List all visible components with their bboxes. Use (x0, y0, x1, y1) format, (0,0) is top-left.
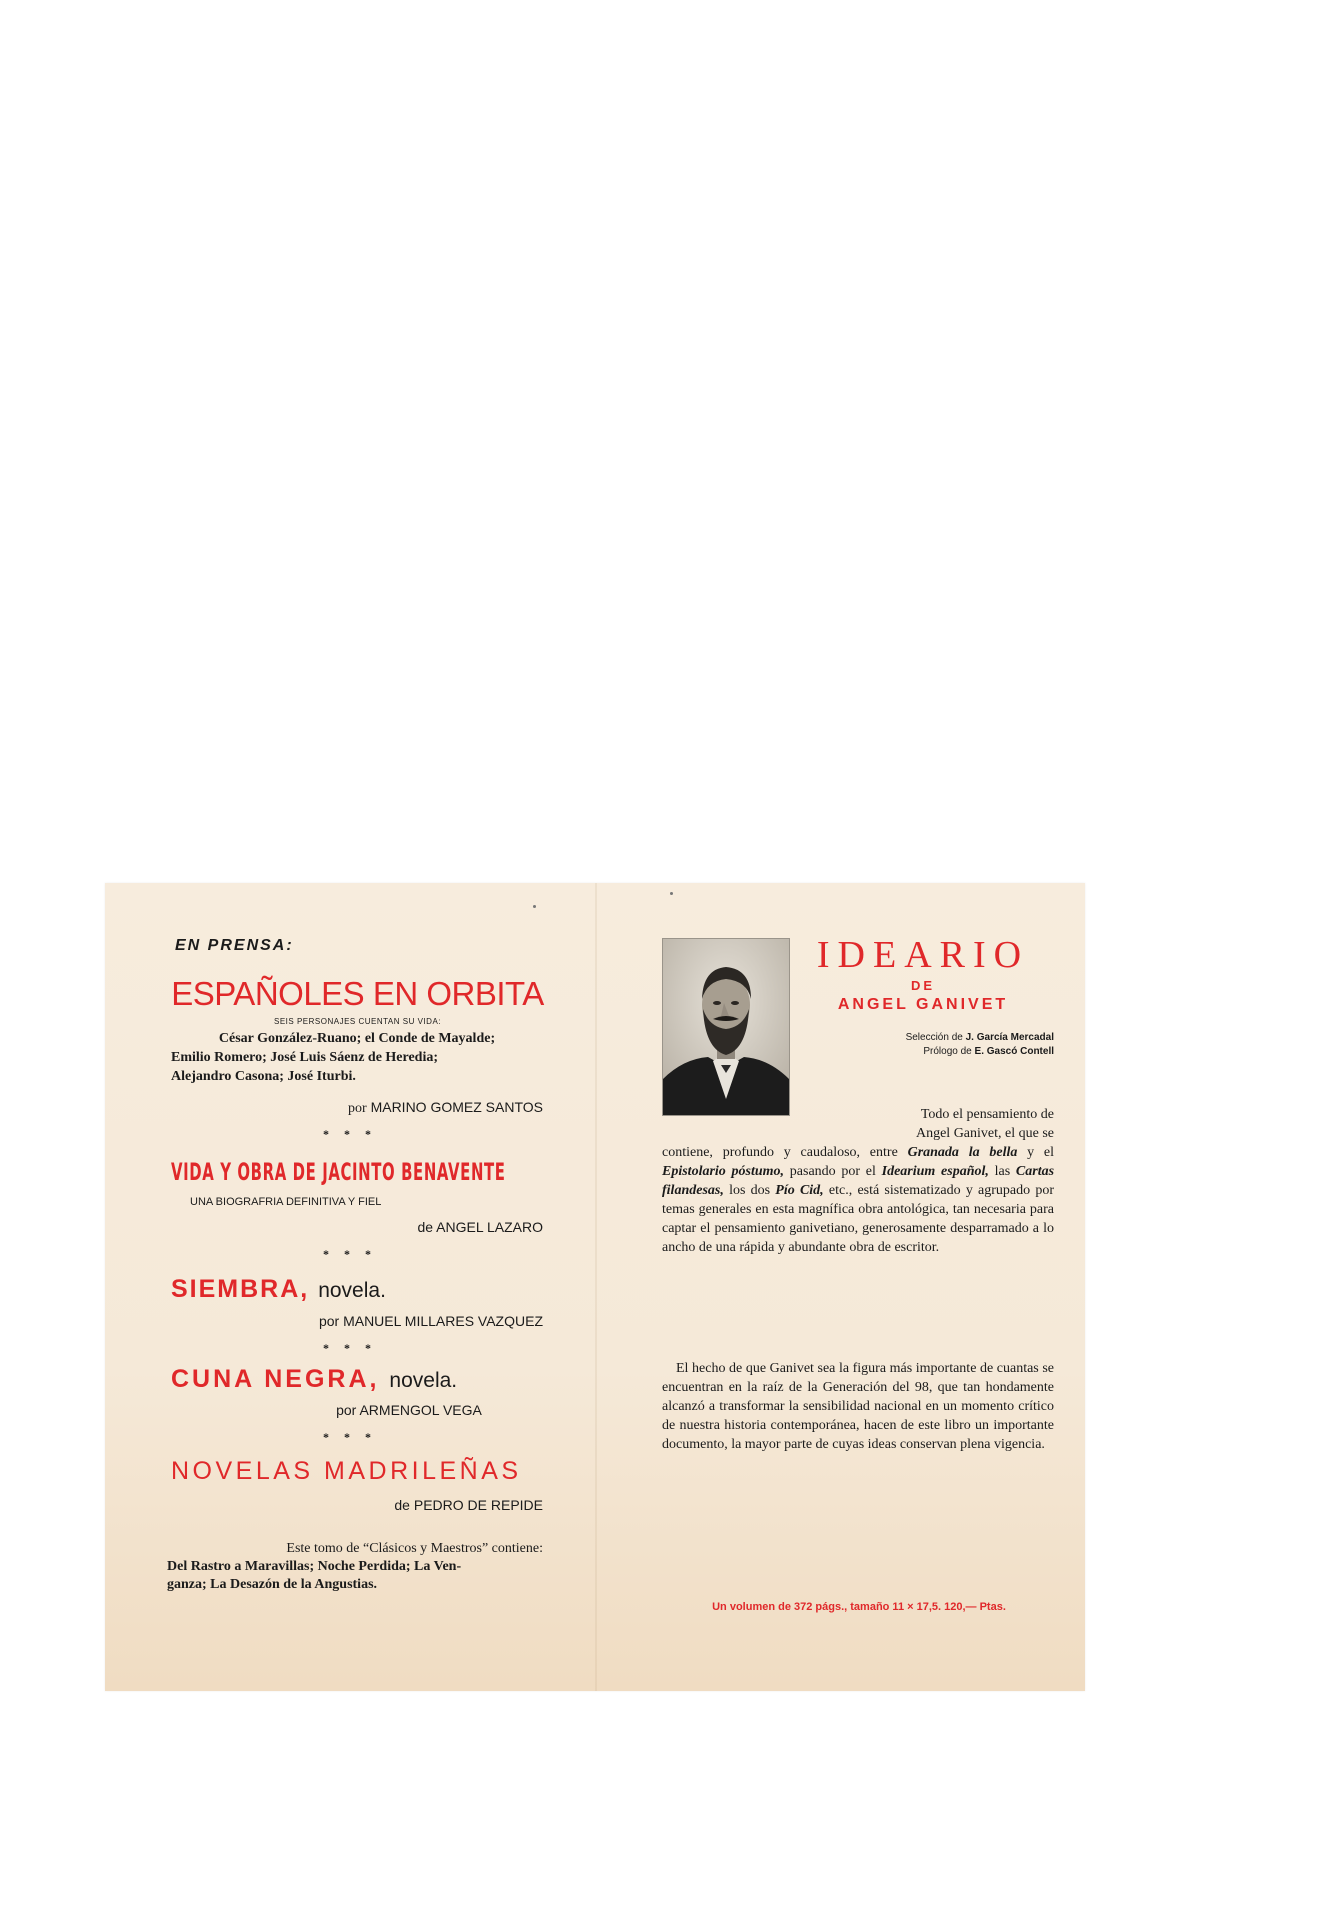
book5-author: de PEDRO DE REPIDE (394, 1497, 543, 1513)
en-prensa-heading: EN PRENSA: (175, 937, 294, 954)
book3-author: por MANUEL MILLARES VAZQUEZ (318, 1313, 543, 1329)
book4-genre: novela. (389, 1369, 458, 1392)
volume-info: Un volumen de 372 págs., tamaño 11 × 17,5. 120,— Ptas. (712, 1601, 1006, 1613)
separator-1: * * * (323, 1127, 377, 1141)
book-title-de: DE (910, 978, 936, 993)
portrait-image (663, 939, 789, 1115)
separator-2: * * * (323, 1247, 377, 1261)
book-title: IDEARIO (816, 934, 1030, 976)
book5-line2: Del Rastro a Maravillas; Noche Perdida; La Ven- (167, 1559, 462, 1574)
right-panel (597, 883, 1085, 1691)
separator-4: * * * (323, 1430, 377, 1444)
book1-title: ESPAÑOLES EN ORBITA (171, 975, 544, 1012)
book1-subtitle: SEIS PERSONAJES CUENTAN SU VIDA: (274, 1017, 441, 1026)
brochure-sheet (105, 883, 1085, 1691)
selection-credit: Selección de J. García Mercadal (905, 1032, 1054, 1043)
book5-title: NOVELAS MADRILEÑAS (171, 1457, 522, 1485)
separator-3: * * * (323, 1341, 377, 1355)
description-paragraph-1: Todo el pensamiento de Angel Ganivet, el que se contiene, profundo y caudaloso, entre Granada la bella y el Epistolario póstumo, pasando por el Idearium español, las Cartas filandesas, los dos Pío Cid, etc., está sistematizado y agrupado por temas generales en esta magnífica obra antológica, tan necesaria para captar el pensamiento ganivetiano, generosamente desparramado a lo ancho de una rápida y abundante obra de escritor. (662, 1107, 1055, 1255)
book1-author: por MARINO GOMEZ SANTOS (348, 1099, 543, 1116)
book4-title: CUNA NEGRA, (171, 1365, 380, 1393)
book4-heading (171, 1365, 457, 1394)
book3-title: SIEMBRA, (171, 1275, 310, 1303)
book-author-name: ANGEL GANIVET (837, 996, 1009, 1013)
book1-line2: Emilio Romero; José Luis Sáenz de Heredia; (171, 1050, 439, 1065)
book3-genre: novela. (318, 1279, 386, 1302)
book3-heading (171, 1275, 386, 1304)
book5-contents (167, 1540, 543, 1594)
book2-title: VIDA Y OBRA DE JACINTO BENAVENTE (171, 1158, 506, 1186)
author-portrait (662, 938, 790, 1116)
book5-line3: ganza; La Desazón de la Angustias. (167, 1577, 378, 1592)
description-paragraph-2: El hecho de que Ganivet sea la figura más importante de cuantas se encuentran en la raíz de la Generación del 98, que tan hondamente alcanzó a transformar la sensibilidad nacional en un momento crítico de nuestra historia contemporánea, hacen de este libro un importante documento, la mayor parte de cuyas ideas conservan plena vigencia. (662, 1361, 1054, 1452)
book5-line1: Este tomo de “Clásicos y Maestros” contiene: (286, 1541, 543, 1556)
prologue-credit: Prólogo de E. Gascó Contell (923, 1046, 1054, 1057)
book1-line3: Alejandro Casona; José Iturbi. (171, 1069, 356, 1084)
book-credits (792, 1031, 1054, 1059)
book1-contents (171, 1029, 543, 1086)
book2-author: de ANGEL LAZARO (417, 1219, 543, 1235)
book2-subtitle: UNA BIOGRAFRIA DEFINITIVA Y FIEL (190, 1196, 382, 1208)
book4-author: por ARMENGOL VEGA (336, 1402, 482, 1418)
left-panel (105, 883, 595, 1691)
book1-line1: César González-Ruano; el Conde de Mayalde; (218, 1031, 496, 1046)
